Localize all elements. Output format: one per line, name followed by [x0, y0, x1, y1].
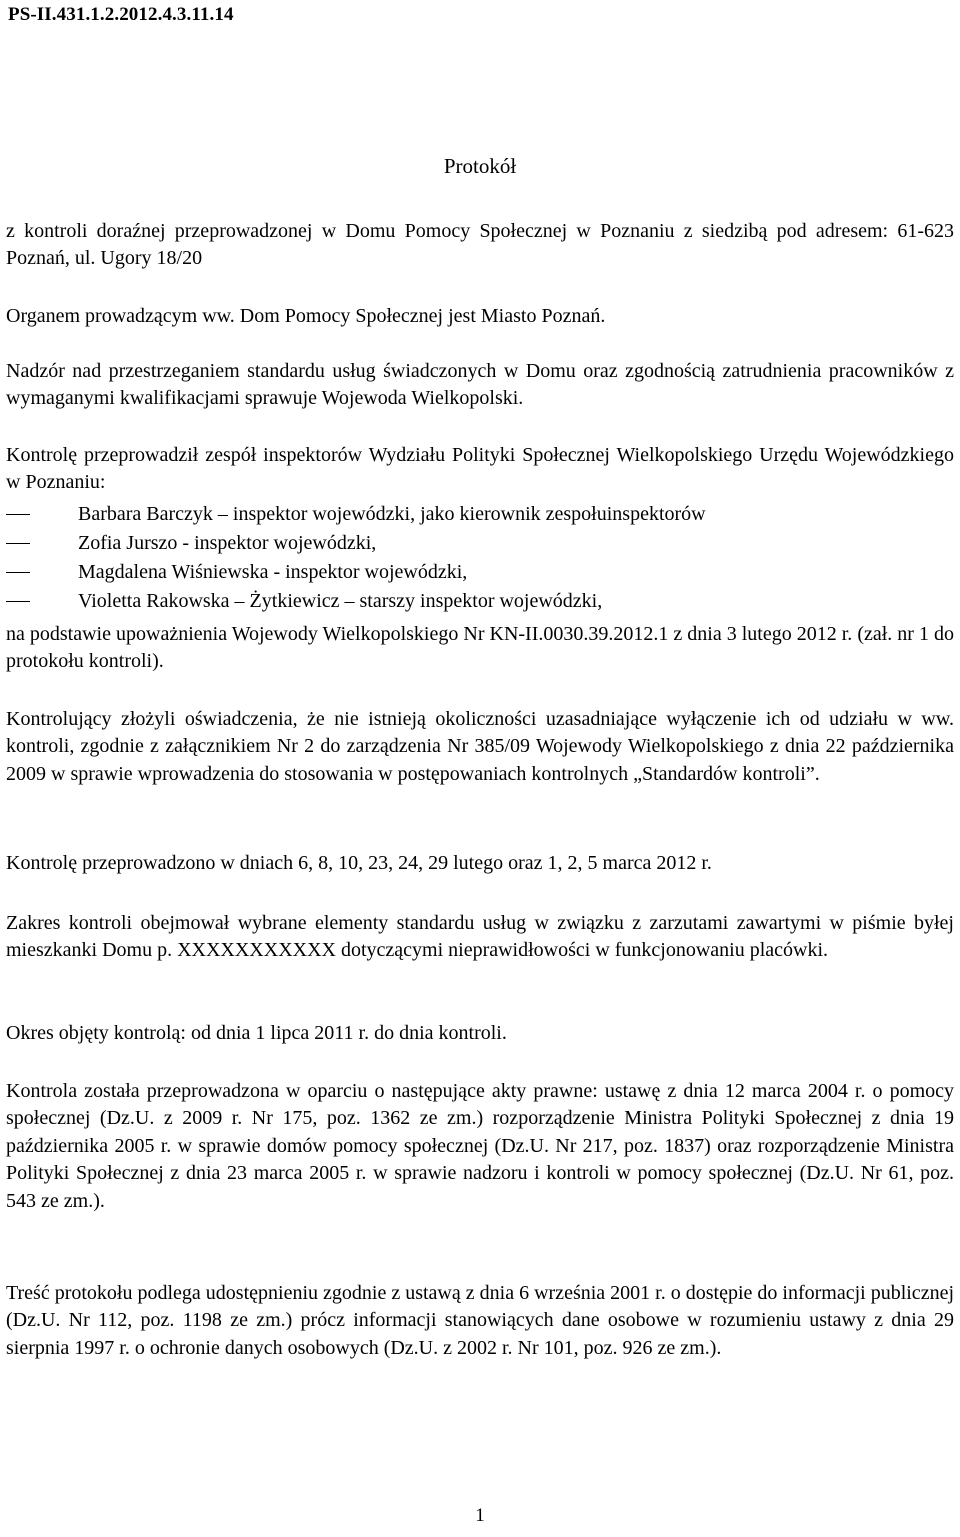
- inspector-list: [6, 500, 954, 616]
- paragraph-control-range: Zakres kontroli obejmował wybrane elementy standardu usług w związku z zarzutami zawartymi w piśmie byłej mieszkanki Domu p. XXXXXXXXXXX dotyczącymi nieprawidłowości w funkcjonowaniu placówki.: [6, 912, 954, 962]
- dash-bullet-icon: [6, 543, 30, 544]
- page-number: 1: [475, 1505, 485, 1526]
- paragraph-disclosure: Treść protokołu podlega udostępnieniu zgodnie z ustawą z dnia 6 września 2001 r. o dostępie do informacji publicznej (Dz.U. Nr 112, poz. 1198 ze zm.) prócz informacji stanowiących dane osobowe w rozumieniu ustawy z dnia 29 sierpnia 1997 r. o ochronie danych osobowych (Dz.U. z 2002 r. Nr 101, poz. 926 ze zm.).: [6, 1282, 954, 1359]
- paragraph-legal-basis: Kontrola została przeprowadzona w oparciu o następujące akty prawne: ustawę z dnia 12 marca 2004 r. o pomocy społecznej (Dz.U. z 2009 r. Nr 175, poz. 1362 ze zm.) rozporządzenie Ministra Polityki Społecznej z dnia 19 października 2005 r. w sprawie domów pomocy społecznej (Dz.U. Nr 217, poz. 1837) oraz rozporządzenie Ministra Polityki Społecznej z dnia 23 marca 2005 r. w sprawie nadzoru i kontroli w pomocy społecznej (Dz.U. Nr 61, poz. 543 ze zm.).: [6, 1080, 954, 1212]
- inspector-entry: Barbara Barczyk – inspektor wojewódzki, jako kierownik zespołuinspektorów: [78, 503, 706, 525]
- list-item: [6, 529, 954, 558]
- paragraph-authorization: na podstawie upoważnienia Wojewody Wielkopolskiego Nr KN-II.0030.39.2012.1 z dnia 3 lutego 2012 r. (zał. nr 1 do protokołu kontroli).: [6, 623, 954, 673]
- paragraph-governing-body: Organem prowadzącym ww. Dom Pomocy Społecznej jest Miasto Poznań.: [6, 305, 606, 327]
- paragraph-supervision: Nadzór nad przestrzeganiem standardu usług świadczonych w Domu oraz zgodnością zatrudnienia pracowników z wymaganymi kwalifikacjami sprawuje Wojewoda Wielkopolski.: [6, 360, 954, 410]
- list-item: [6, 587, 954, 616]
- paragraph-inspection-team: Kontrolę przeprowadził zespół inspektorów Wydziału Polityki Społecznej Wielkopolskiego Urzędu Wojewódzkiego w Poznaniu:: [6, 444, 954, 494]
- paragraph-control-dates: Kontrolę przeprowadzono w dniach 6, 8, 10, 23, 24, 29 lutego oraz 1, 2, 5 marca 2012 r.: [6, 852, 712, 874]
- list-item: [6, 500, 954, 529]
- dash-bullet-icon: [6, 514, 30, 515]
- inspector-entry: Zofia Jurszo - inspektor wojewódzki,: [78, 532, 377, 554]
- paragraph-control-scope: z kontroli doraźnej przeprowadzonej w Domu Pomocy Społecznej w Poznaniu z siedzibą pod adresem: 61-623 Poznań, ul. Ugory 18/20: [6, 220, 954, 270]
- list-item: [6, 558, 954, 587]
- dash-bullet-icon: [6, 572, 30, 573]
- document-title: Protokół: [443, 154, 517, 178]
- document-reference-number: PS-II.431.1.2.2012.4.3.11.14: [8, 4, 234, 25]
- paragraph-period: Okres objęty kontrolą: od dnia 1 lipca 2011 r. do dnia kontroli.: [6, 1022, 507, 1044]
- paragraph-declarations: Kontrolujący złożyli oświadczenia, że nie istnieją okoliczności uzasadniające wyłączenie ich od udziału w ww. kontroli, zgodnie z załącznikiem Nr 2 do zarządzenia Nr 385/09 Wojewody Wielkopolskiego z dnia 22 października 2009 w sprawie wprowadzenia do stosowania w postępowaniach kontrolnych „Standardów kontroli”.: [6, 708, 954, 785]
- inspector-entry: Violetta Rakowska – Żytkiewicz – starszy inspektor wojewódzki,: [78, 590, 603, 612]
- dash-bullet-icon: [6, 601, 30, 602]
- inspector-entry: Magdalena Wiśniewska - inspektor wojewódzki,: [78, 561, 468, 583]
